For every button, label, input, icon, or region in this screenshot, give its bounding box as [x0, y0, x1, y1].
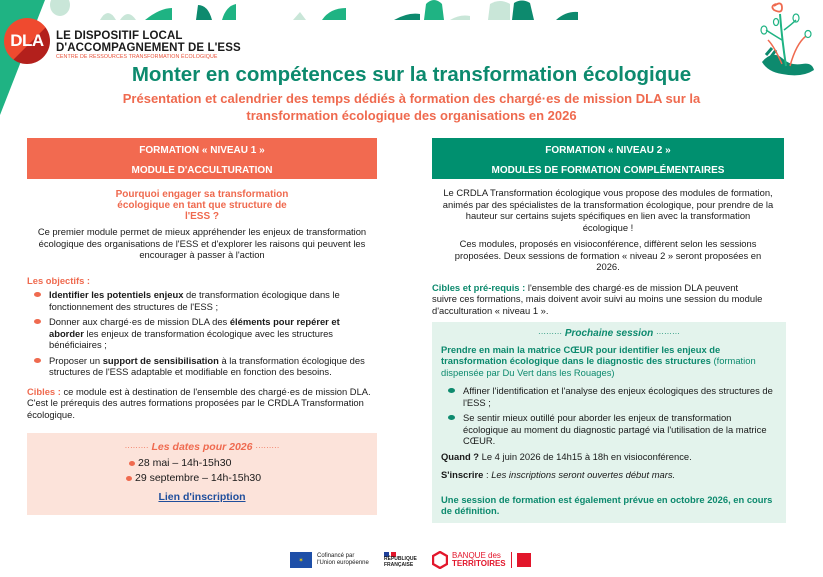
eu-logo [290, 548, 369, 572]
dots-right: ········· [655, 329, 680, 338]
session-when [441, 451, 777, 463]
next-session-box [432, 322, 786, 523]
targets-text: ce module est à destination de l'ensemble des chargé·es de mission DLA. C'est le prérequis des autres formations proposées par le CRDLA Transformation écologique. [27, 385, 371, 420]
targets-label: Cibles : [27, 385, 61, 397]
level1-intro: Ce premier module permet de mieux appréhender les enjeux de transformation écologique des organisations de l'ESS et d'explorer les raisons qui peuvent les encourager à passer à l'action [37, 226, 367, 260]
level1-header-line1: FORMATION « NIVEAU 1 » [139, 145, 265, 156]
dots-right: ········· [255, 443, 280, 452]
bullet-icon [34, 358, 41, 363]
level2-header [432, 138, 784, 179]
objectives-list [27, 289, 377, 378]
date-text: 29 septembre – 14h-15h30 [135, 472, 262, 484]
date-item [27, 456, 377, 471]
session-title [441, 328, 777, 340]
cdc-logo-icon [517, 553, 531, 567]
brand-name [56, 30, 241, 54]
session-topic [441, 344, 777, 379]
topic-note: (formation dispensée par Du Vert dans les Rouages) [441, 355, 756, 378]
when-text: Le 4 juin 2026 de 14h15 à 18h en visioconférence. [479, 450, 692, 462]
bullet-icon [34, 319, 41, 324]
bullet-icon [129, 461, 135, 466]
level1-header-line2: MODULE D'ACCULTURATION [131, 165, 273, 176]
bullet-icon [448, 415, 455, 420]
register-sep: : [483, 469, 492, 480]
date-item [27, 471, 377, 486]
dla-logo [4, 18, 50, 64]
dates-list [27, 456, 377, 486]
level2-header-line1: FORMATION « NIVEAU 2 » [545, 145, 671, 156]
dates-title [27, 441, 377, 453]
objective-bold: éléments pour repérer et aborder [49, 316, 340, 339]
bullet-icon [448, 388, 455, 393]
level2-header-line2: MODULES DE FORMATION COMPLÉMENTAIRES [491, 165, 725, 176]
rf-line2: FRANÇAISE [384, 561, 414, 568]
rf-text [384, 557, 417, 568]
bullet-icon [126, 476, 132, 481]
level1-targets [27, 386, 377, 421]
level2-targets [432, 282, 784, 317]
brand-name-line1: LE DISPOSITIF LOCAL [56, 30, 183, 42]
eu-text-line1: Cofinancé par [317, 553, 355, 559]
objective-text: à la transformation écologique des structures de l'ESS adaptable et modifiable en fonction des besoins. [49, 354, 365, 377]
objective-item [27, 289, 377, 312]
register-label: S'inscrire [441, 469, 484, 480]
date-text: 28 mai – 14h-15h30 [138, 457, 232, 469]
level1-header [27, 138, 377, 179]
objectives-label: Les objectifs : [27, 274, 91, 286]
objective-text: Donner aux chargé·es de mission DLA des [49, 316, 230, 327]
session-point [441, 385, 777, 408]
targets-label: Cibles et pré-requis : [432, 281, 526, 293]
targets-text: l'ensemble des chargé·es de mission DLA peuvent suivre ces formations, mais doivent avoir suivi au moins une session du module d'acculturation « niveau 1 ». [432, 281, 763, 316]
register-link[interactable]: Lien d'inscription [158, 491, 246, 503]
bdt-line1: BANQUE des [452, 551, 501, 560]
divider [511, 552, 512, 568]
eu-text [317, 553, 369, 567]
republique-francaise-logo [384, 548, 417, 572]
page-title: Monter en compétences sur la transformation écologique [131, 63, 692, 86]
register-text: Les inscriptions seront ouvertes début mars. [491, 469, 676, 480]
banque-des-territoires-logo [432, 548, 531, 572]
session-point [441, 412, 777, 447]
objective-text: de transformation écologique dans le fonctionnement des structures de l'ESS ; [49, 289, 340, 312]
objective-bold: support de sensibilisation [102, 354, 219, 366]
session-note: Une session de formation est également prévue en octobre 2026, en cours de définition. [441, 493, 773, 516]
eu-flag-icon: ✶ [290, 552, 312, 568]
eu-text-line2: l'Union européenne [317, 560, 369, 566]
logo-initials: DLA [10, 31, 44, 50]
bdt-line2: TERRITOIRES [452, 559, 506, 568]
session-points [441, 385, 777, 447]
objective-bold: Identifier les potentiels enjeux [49, 289, 184, 300]
session-register [441, 469, 777, 481]
level2-content [432, 187, 784, 316]
objective-text: Proposer un [49, 354, 103, 366]
session-title-text: Prochaine session [564, 328, 654, 339]
rf-line1: RÉPUBLIQUE [384, 556, 417, 562]
objective-text: les enjeux de transformation écologique avec les structures bénéficiaires ; [49, 327, 333, 350]
dates-box [27, 433, 377, 515]
objective-item [27, 355, 377, 378]
dots-left: ········· [538, 329, 563, 338]
dots-left: ········· [124, 443, 149, 452]
bdt-text [452, 552, 506, 568]
page-subtitle: Présentation et calendrier des temps dédiés à formation des chargé·es de mission DLA sur la transformation écologique des organisations en 2026 [122, 91, 701, 123]
register-link-wrap [27, 491, 377, 503]
decorative-leaves [0, 0, 823, 30]
hexagon-icon [432, 551, 448, 569]
brand-tagline: CENTRE DE RESSOURCES TRANSFORMATION ÉCOLOGIQUE [56, 54, 218, 60]
topic-title: Prendre en main la matrice CŒUR pour identifier les enjeux de transformation écologique dans le diagnostic des structures [441, 343, 721, 366]
point-text: Se sentir mieux outillé pour aborder les enjeux de transformation écologique au moment du diagnostic partagé via l'utilisation de la matrice CŒUR. [463, 412, 767, 446]
when-label: Quand ? [441, 450, 480, 462]
brand-name-line2: D'ACCOMPAGNEMENT DE L'ESS [56, 42, 241, 54]
level1-content [27, 189, 377, 420]
dates-title-text: Les dates pour 2026 [151, 441, 253, 453]
bullet-icon [34, 292, 41, 297]
level2-intro1: Le CRDLA Transformation écologique vous propose des modules de formation, animés par des spécialistes de la transformation écologique, pour prendre de la hauteur sur certains sujets spécifiques en lien avec la transformation écologique ! [442, 187, 774, 233]
level1-question: Pourquoi engager sa transformation écologique en tant que structure de l'ESS ? [115, 189, 289, 222]
level2-intro2: Ces modules, proposés en visioconférence, diffèrent selon les sessions proposées. Deux sessions de formation « niveau 2 » seront proposées en 2026. [454, 238, 762, 272]
session-content [441, 328, 777, 517]
point-text: Affiner l'identification et l'analyse des enjeux écologiques des structures de l'ESS ; [463, 385, 773, 408]
objective-item [27, 316, 377, 351]
